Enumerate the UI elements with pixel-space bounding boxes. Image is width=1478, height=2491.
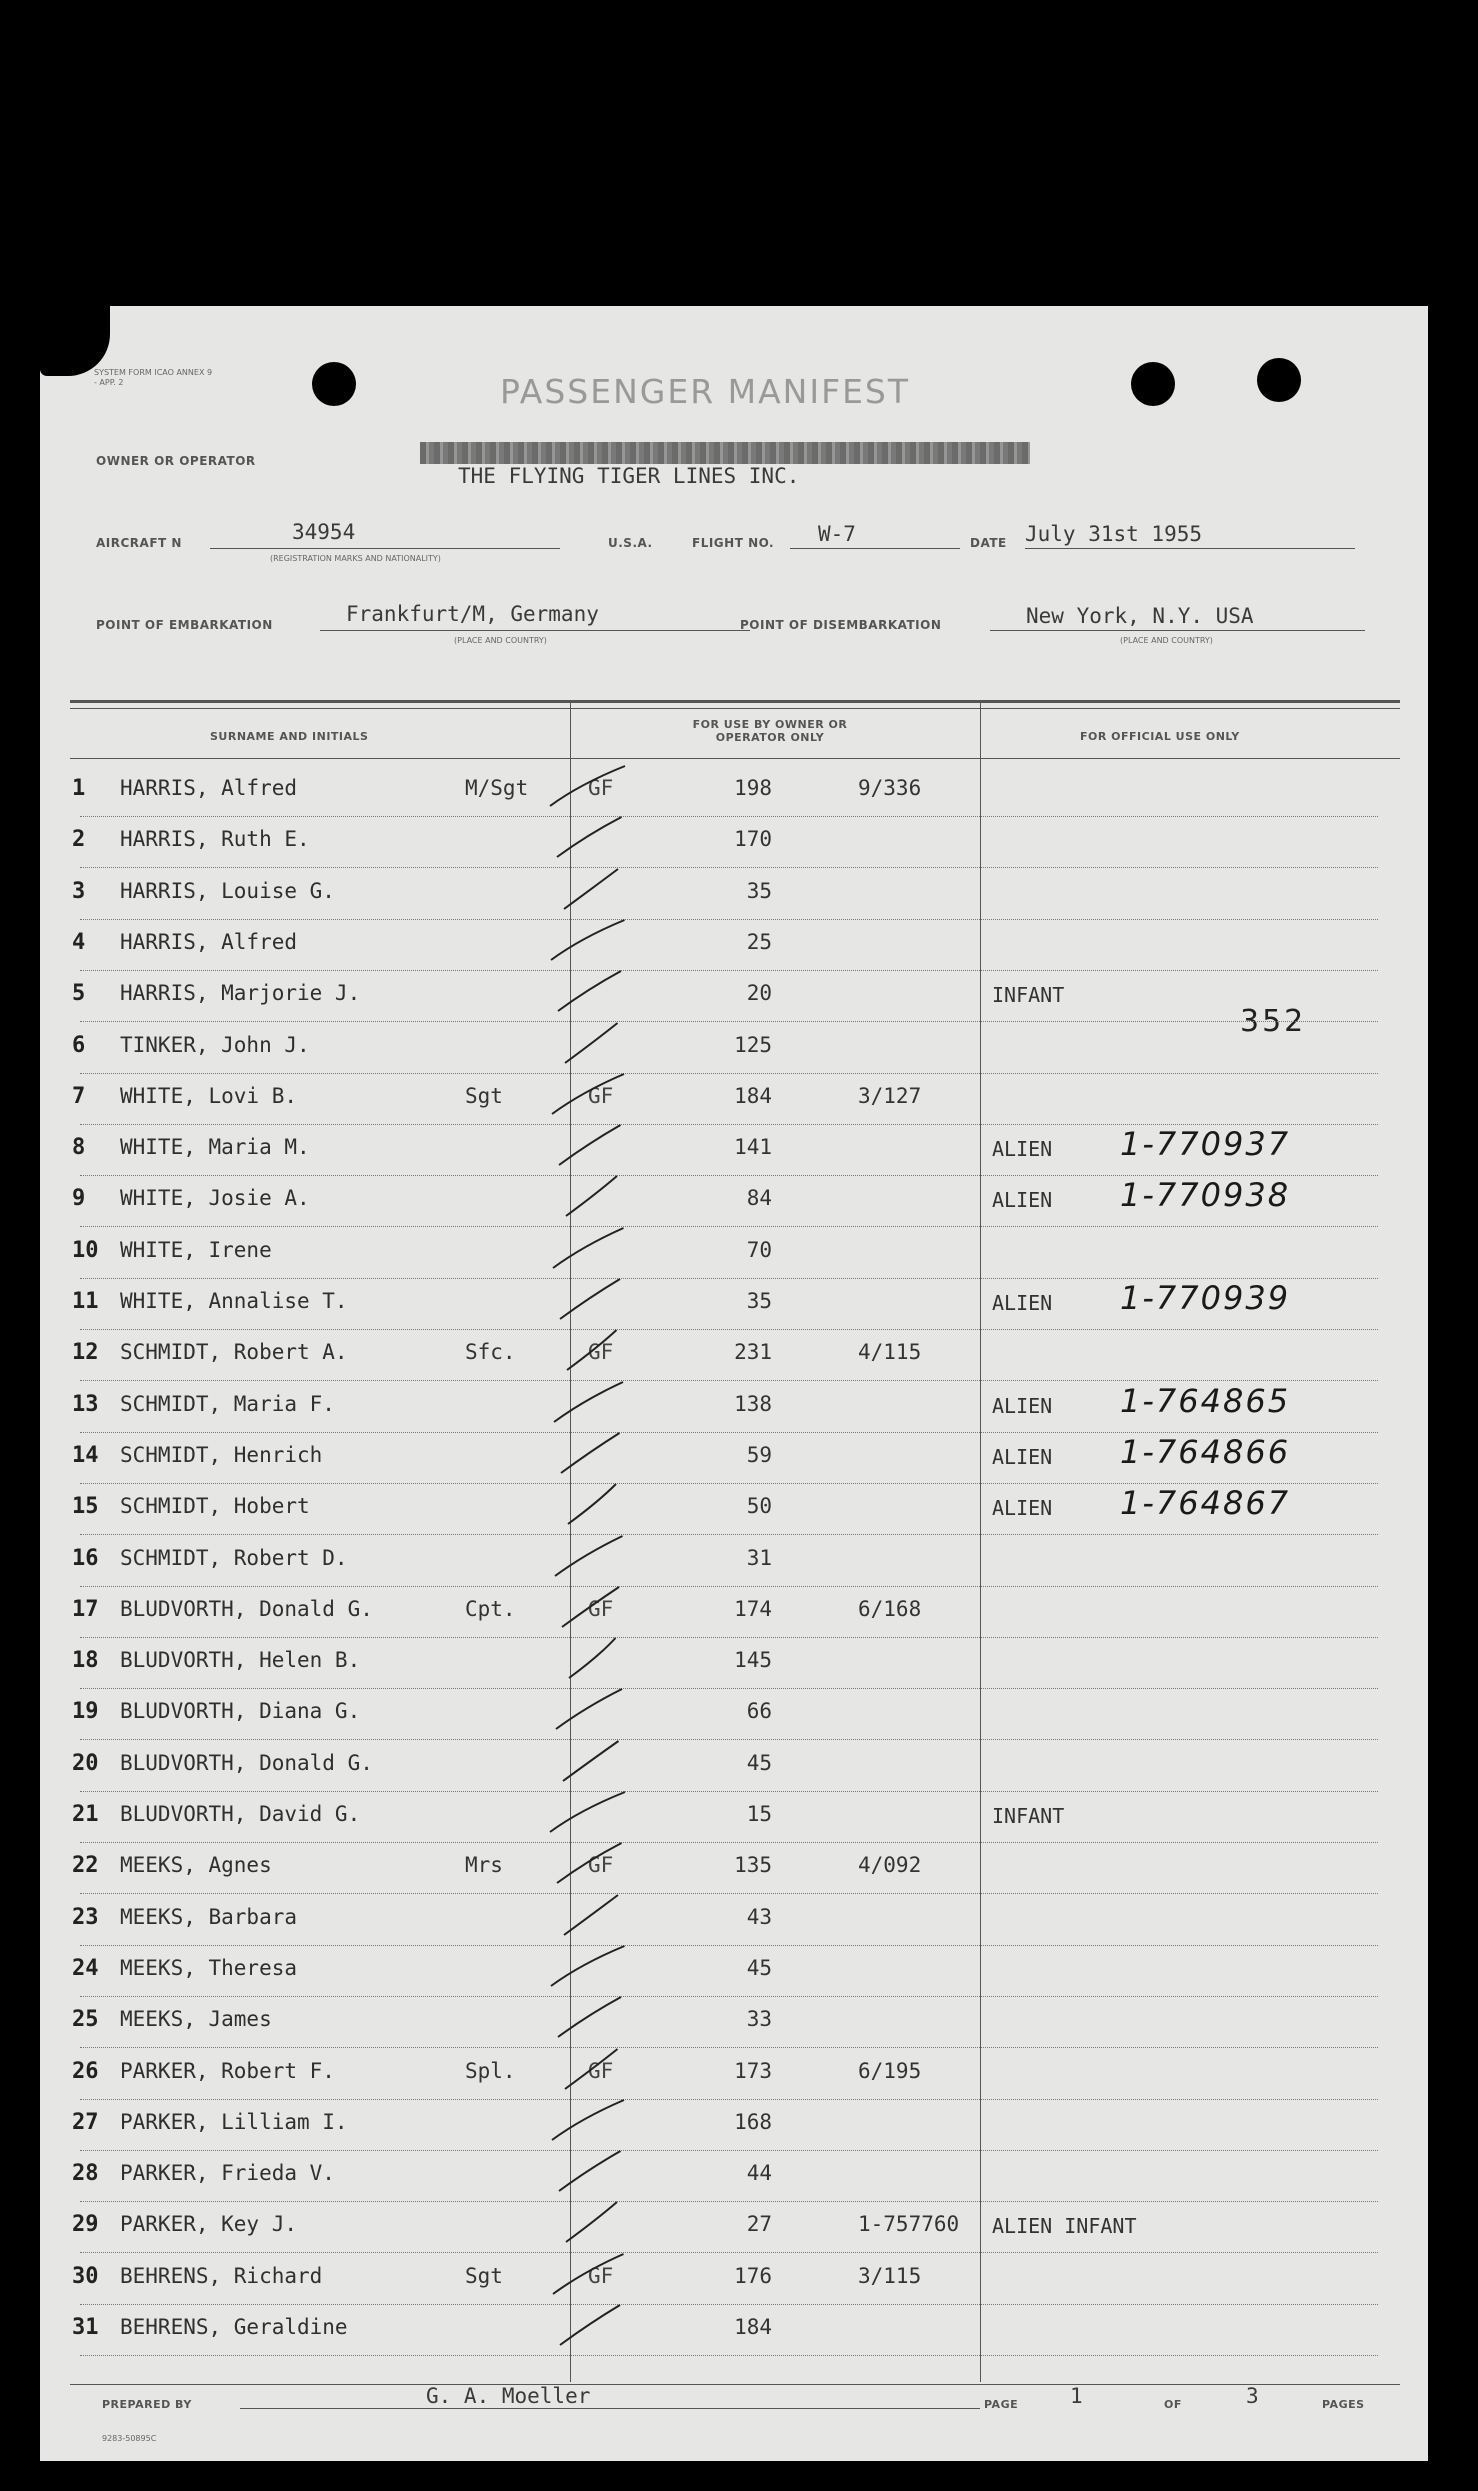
official-status: ALIEN [992,1393,1053,1418]
row-number: 13 [72,1391,99,1417]
weight: 138 [734,1391,772,1416]
weight: 43 [746,1904,772,1929]
passenger-name: SCHMIDT, Hobert [120,1494,310,1519]
punch-hole-left [312,362,356,406]
flight-value: W-7 [818,522,856,546]
weight: 66 [746,1699,772,1724]
col-header-official: FOR OFFICIAL USE ONLY [1080,730,1240,743]
page-label: PAGE [984,2398,1019,2411]
reference: 4/092 [858,1853,922,1878]
row-number: 25 [72,2007,99,2033]
row-number: 24 [72,1955,99,1981]
row-number: 29 [72,2212,99,2238]
check-mark-icon [530,2293,640,2353]
passenger-name: HARRIS, Louise G. [120,878,335,903]
weight: 184 [734,2315,772,2339]
disembarkation-label: POINT OF DISEMBARKATION [740,618,942,632]
passenger-name: HARRIS, Marjorie J. [120,981,361,1006]
page-title: PASSENGER MANIFEST [500,372,911,411]
row-number: 10 [72,1237,99,1263]
prepared-by-value: G. A. Moeller [426,2384,591,2408]
table-row [40,1382,1428,1433]
passenger-name: HARRIS, Alfred [120,929,298,954]
rank: Sgt [465,1083,503,1108]
row-number: 20 [72,1750,99,1776]
disembarkation-sublabel: (PLACE AND COUNTRY) [1120,636,1213,645]
class-code: GF [588,1083,614,1108]
table-row [40,1536,1428,1587]
of-label: OF [1164,2398,1182,2411]
rank: Sgt [465,2263,503,2288]
rank: M/Sgt [465,776,529,800]
row-number: 26 [72,2058,99,2084]
row-number: 21 [72,1802,99,1827]
table-row [40,1433,1428,1484]
class-code: GF [588,1340,614,1365]
weight: 35 [746,1289,772,1313]
passenger-name: WHITE, Josie A. [120,1186,310,1211]
passenger-name: BLUDVORTH, Donald G. [120,1596,373,1621]
reference: 3/115 [858,2263,922,2288]
weight: 168 [734,2109,772,2134]
weight: 173 [734,2058,772,2083]
rank: Cpt. [465,1596,516,1621]
passenger-name: PARKER, Key J. [120,2212,298,2237]
official-status: ALIEN [992,1291,1053,1315]
date-value: July 31st 1955 [1025,522,1203,546]
table-row [40,2254,1428,2305]
table-row [40,1023,1428,1074]
row-number: 17 [72,1596,99,1622]
row-number: 8 [72,1135,86,1161]
flight-label: FLIGHT NO. [692,536,775,550]
table-row [40,1074,1428,1125]
embarkation-label: POINT OF EMBARKATION [96,618,273,632]
table-row [40,1741,1428,1792]
table-row [40,1587,1428,1638]
passenger-name: HARRIS, Alfred [120,776,298,800]
weight: 31 [746,1545,772,1570]
row-number: 4 [72,929,86,955]
row-number: 2 [72,827,86,853]
passenger-name: PARKER, Frieda V. [120,2161,335,2186]
page-total: 3 [1246,2384,1259,2408]
date-label: DATE [970,536,1007,550]
embarkation-sublabel: (PLACE AND COUNTRY) [454,636,547,645]
row-number: 7 [72,1083,86,1109]
rank: Spl. [465,2058,516,2083]
reference: 1-757760 [858,2212,960,2237]
weight: 44 [746,2161,772,2186]
weight: 170 [734,827,772,852]
passenger-name: BLUDVORTH, David G. [120,1802,361,1826]
passenger-name: WHITE, Maria M. [120,1135,310,1160]
punch-hole-right-1 [1131,362,1175,406]
class-code: GF [588,1853,614,1878]
reference: 3/127 [858,1083,922,1108]
weight: 84 [746,1186,772,1211]
weight: 59 [746,1442,772,1467]
passenger-name: SCHMIDT, Robert A. [120,1340,348,1365]
weight: 231 [734,1340,772,1365]
weight: 45 [746,1750,772,1775]
row-number: 31 [72,2315,99,2340]
row-number: 12 [72,1340,99,1366]
official-status: ALIEN [992,1188,1053,1213]
table-row [40,766,1428,817]
form-number: 9283-50895C [102,2434,157,2443]
table-row [40,1330,1428,1381]
col-header-owner-use: FOR USE BY OWNER OR OPERATOR ONLY [692,718,848,744]
table-row [40,1176,1428,1227]
class-code: GF [588,2058,614,2083]
form-reference: SYSTEM FORM ICAO ANNEX 9 - APP. 2 [94,368,213,387]
table-row [40,1125,1428,1176]
manifest-sheet [40,306,1428,2461]
passenger-name: BEHRENS, Richard [120,2263,323,2288]
alien-registration: 1-764865 [1120,1381,1291,1420]
rank: Sfc. [465,1340,516,1365]
weight: 176 [734,2263,772,2288]
row-number: 5 [72,981,86,1007]
passenger-name: BLUDVORTH, Helen B. [120,1648,361,1673]
weight: 141 [734,1135,772,1160]
table-row [40,1792,1428,1843]
row-number: 15 [72,1494,99,1520]
table-row [40,920,1428,971]
row-number: 18 [72,1648,99,1674]
table-row [40,2305,1428,2356]
reference: 6/195 [858,2058,922,2083]
weight: 184 [734,1083,772,1108]
aircraft-value: 34954 [292,520,356,544]
weight: 198 [734,776,772,800]
row-number: 1 [72,776,86,801]
row-divider [80,2355,1378,2356]
table-row [40,2151,1428,2202]
row-number: 9 [72,1186,86,1212]
weight: 45 [746,1955,772,1980]
weight: 50 [746,1494,772,1519]
official-status: ALIEN [992,1137,1053,1162]
weight: 20 [746,981,772,1006]
table-row [40,1843,1428,1894]
reference: 9/336 [858,776,922,800]
owner-value: THE FLYING TIGER LINES INC. [458,464,800,488]
alien-registration: 1-770938 [1120,1176,1291,1215]
row-number: 16 [72,1545,99,1571]
row-number: 14 [72,1442,99,1468]
aircraft-label: AIRCRAFT N [96,536,182,550]
passenger-name: SCHMIDT, Henrich [120,1442,323,1467]
passenger-name: WHITE, Annalise T. [120,1289,348,1313]
table-row [40,1997,1428,2048]
row-number: 23 [72,1904,99,1930]
weight: 27 [746,2212,772,2237]
official-status: ALIEN [992,1444,1053,1469]
row-number: 19 [72,1699,99,1725]
passenger-name: MEEKS, Agnes [120,1853,272,1878]
weight: 25 [746,929,772,954]
weight: 145 [734,1648,772,1673]
alien-registration: 1-764866 [1120,1432,1291,1471]
weight: 15 [746,1802,772,1826]
table-row [40,817,1428,868]
table-row [40,2049,1428,2100]
table-row [40,1689,1428,1740]
reference: 4/115 [858,1340,922,1365]
torn-corner [40,306,110,376]
passenger-name: BEHRENS, Geraldine [120,2315,348,2339]
table-row [40,869,1428,920]
weight: 70 [746,1237,772,1262]
weight: 135 [734,1853,772,1878]
row-number: 28 [72,2161,99,2187]
embarkation-value: Frankfurt/M, Germany [346,602,599,626]
disembarkation-value: New York, N.Y. USA [1026,604,1254,628]
row-number: 11 [72,1289,99,1314]
usa-label: U.S.A. [608,536,653,550]
passenger-name: MEEKS, Barbara [120,1904,298,1929]
weight: 33 [746,2007,772,2032]
handwritten-total: 352 [1240,1004,1307,1039]
row-number: 6 [72,1032,86,1058]
rank: Mrs [465,1853,503,1878]
col-header-surname: SURNAME AND INITIALS [210,730,369,743]
passenger-name: WHITE, Lovi B. [120,1083,298,1108]
class-code: GF [588,1596,614,1621]
weight: 125 [734,1032,772,1057]
passenger-name: PARKER, Lilliam I. [120,2109,348,2134]
weight: 174 [734,1596,772,1621]
passenger-name: TINKER, John J. [120,1032,310,1057]
alien-registration: 1-770937 [1120,1125,1291,1164]
row-number: 3 [72,878,86,904]
alien-registration: 1-764867 [1120,1484,1291,1523]
official-status: ALIEN INFANT [992,2214,1137,2239]
table-row [40,1484,1428,1535]
passenger-name: MEEKS, James [120,2007,272,2032]
passenger-name: WHITE, Irene [120,1237,272,1262]
passenger-name: SCHMIDT, Robert D. [120,1545,348,1570]
prepared-by-label: PREPARED BY [102,2398,192,2411]
passenger-name: BLUDVORTH, Diana G. [120,1699,361,1724]
official-status: INFANT [992,1804,1065,1828]
passenger-name: PARKER, Robert F. [120,2058,335,2083]
class-code: GF [588,2263,614,2288]
row-number: 27 [72,2109,99,2135]
table-row [40,2202,1428,2253]
table-row [40,971,1428,1022]
passenger-name: BLUDVORTH, Donald G. [120,1750,373,1775]
passenger-name: MEEKS, Theresa [120,1955,298,1980]
aircraft-sublabel: (REGISTRATION MARKS AND NATIONALITY) [270,554,441,563]
table-row [40,1228,1428,1279]
class-code: GF [588,776,614,800]
struck-out-owner [420,442,1030,464]
owner-label: OWNER OR OPERATOR [96,454,256,468]
table-row [40,1895,1428,1946]
table-row [40,1946,1428,1997]
punch-hole-right-2 [1257,358,1301,402]
weight: 35 [746,878,772,903]
official-status: ALIEN [992,1496,1053,1521]
table-row [40,2100,1428,2151]
pages-label: PAGES [1322,2398,1365,2411]
official-status: INFANT [992,983,1065,1008]
passenger-name: SCHMIDT, Maria F. [120,1391,335,1416]
passenger-name: HARRIS, Ruth E. [120,827,310,852]
row-number: 30 [72,2263,99,2289]
table-row [40,1279,1428,1330]
page-number: 1 [1070,2384,1083,2408]
alien-registration: 1-770939 [1120,1279,1291,1317]
row-number: 22 [72,1853,99,1879]
table-row [40,1638,1428,1689]
reference: 6/168 [858,1596,922,1621]
